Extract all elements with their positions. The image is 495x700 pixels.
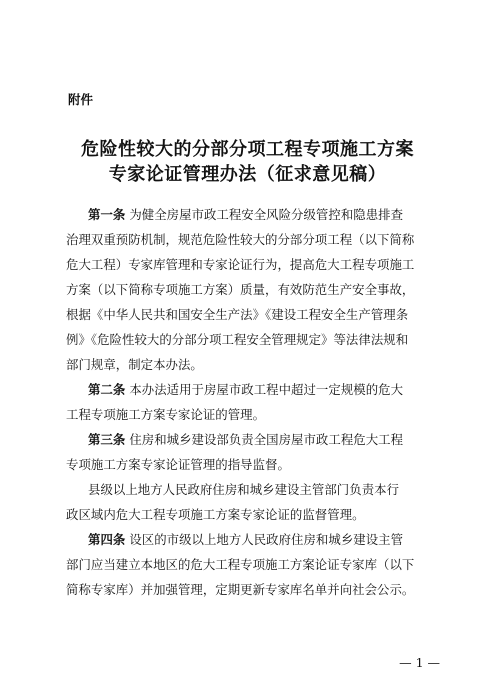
document-body — [66, 202, 438, 602]
article-heading: 第四条 — [88, 532, 126, 547]
article-heading: 第二条 — [88, 382, 126, 397]
paragraph-article-3 — [88, 427, 438, 452]
paragraph-first-line: 为健全房屋市政工程安全风险分级管控和隐患排查 — [129, 207, 404, 222]
paragraph-first-line: 县级以上地方人民政府住房和城乡建设主管部门负责本行 — [88, 482, 400, 497]
article-heading: 第一条 — [88, 207, 126, 222]
document-title-line-1: 危险性较大的分部分项工程专项施工方案 — [81, 139, 414, 160]
paragraph-line: 工程专项施工方案专家论证的管理。 — [66, 407, 266, 422]
paragraph-line: 根据《中华人民共和国安全生产法》《建设工程安全生产管理条 — [66, 307, 409, 322]
document-title-line-2: 专家论证管理办法（征求意见稿） — [108, 164, 387, 185]
paragraph-line: 部门规章，制定本办法。 — [66, 357, 203, 372]
paragraph-first-line: 设区的市级以上地方人民政府住房和城乡建设主管 — [129, 532, 404, 547]
attachment-label: 附件 — [68, 92, 94, 107]
paragraph-line: 简称专家库）并加强管理，定期更新专家库名单并向社会公示。 — [66, 582, 415, 597]
paragraph-line: 例》《危险性较大的分部分项工程安全管理规定》等法律法规和 — [66, 332, 409, 347]
paragraph-first-line: 本办法适用于房屋市政工程中超过一定规模的危大 — [129, 382, 404, 397]
paragraph-article-1 — [88, 202, 438, 227]
paragraph-line: 危大工程）专家库管理和专家论证行为，提高危大工程专项施工 — [66, 257, 415, 272]
page-number: — 1 — — [399, 655, 440, 670]
paragraph-line: 部门应当建立本地区的危大工程专项施工方案论证专家库（以下 — [66, 557, 415, 572]
paragraph-article-4 — [88, 527, 438, 552]
article-heading: 第三条 — [88, 432, 126, 447]
paragraph-line: 治理双重预防机制，规范危险性较大的分部分项工程（以下简称 — [66, 232, 415, 247]
paragraph-first-line: 住房和城乡建设部负责全国房屋市政工程危大工程 — [129, 432, 404, 447]
paragraph-line: 政区域内危大工程专项施工方案专家论证的监督管理。 — [66, 507, 365, 522]
paragraph-line: 专项施工方案专家论证管理的指导监督。 — [66, 457, 290, 472]
paragraph-local-supervision — [88, 477, 438, 502]
paragraph-line: 方案（以下简称专项施工方案）质量，有效防范生产安全事故， — [66, 282, 415, 297]
paragraph-article-2 — [88, 377, 438, 402]
